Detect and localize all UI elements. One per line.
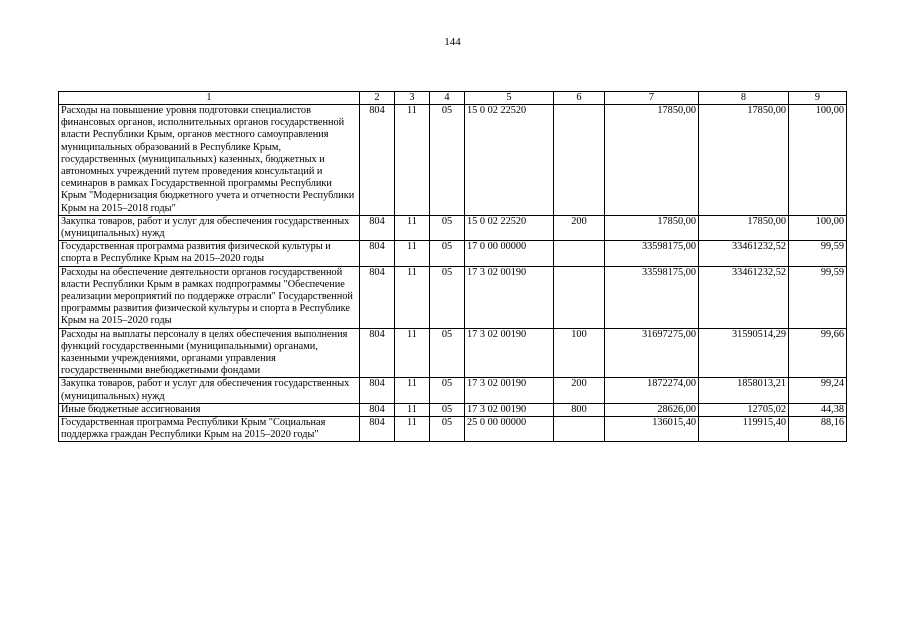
table-row xyxy=(59,105,847,216)
ministry-code: 804 xyxy=(360,266,395,328)
expense-name: Расходы на повышение уровня подготовки специалистов финансовых органов, исполнительных органов государственной власти Республики Крым, органов местного самоуправления муниципальных образований в Республике Крым, государственных (муниципальных) казенных, бюджетных и автономных учреждений путем проведения консультаций и семинаров в рамках Государственной программы Республики Крым "Модернизация бюджетного учета и отчетности Республики Крым на 2015–2018 годы" xyxy=(59,105,360,216)
table-row xyxy=(59,241,847,266)
section-code: 11 xyxy=(395,215,430,240)
target-article-code: 17 3 02 00190 xyxy=(465,266,554,328)
target-article-code: 25 0 00 00000 xyxy=(465,417,554,442)
section-code: 11 xyxy=(395,266,430,328)
expense-name: Расходы на обеспечение деятельности органов государственной власти Республики Крым в рамках подпрограммы "Обеспечение реализации мероприятий по поддержке отрасли" Государственной программы развития физической культуры и спорта в Республике Крым на 2015–2020 годы xyxy=(59,266,360,328)
execution-percent: 44,38 xyxy=(789,403,847,416)
subsection-code: 05 xyxy=(430,403,465,416)
executed-amount: 31590514,29 xyxy=(699,328,789,378)
executed-amount: 33461232,52 xyxy=(699,241,789,266)
budget-table xyxy=(58,91,847,442)
execution-percent: 99,59 xyxy=(789,266,847,328)
table-row xyxy=(59,417,847,442)
subsection-code: 05 xyxy=(430,266,465,328)
target-article-code: 17 0 00 00000 xyxy=(465,241,554,266)
expense-name: Закупка товаров, работ и услуг для обеспечения государственных (муниципальных) нужд xyxy=(59,215,360,240)
section-code: 11 xyxy=(395,105,430,216)
section-code: 11 xyxy=(395,378,430,403)
header-cell-7: 7 xyxy=(605,92,699,105)
planned-amount: 136015,40 xyxy=(605,417,699,442)
expense-name: Государственная программа развития физической культуры и спорта в Республике Крым на 2015–2020 годы xyxy=(59,241,360,266)
executed-amount: 1858013,21 xyxy=(699,378,789,403)
executed-amount: 33461232,52 xyxy=(699,266,789,328)
table-row xyxy=(59,215,847,240)
expense-type-code xyxy=(554,241,605,266)
ministry-code: 804 xyxy=(360,403,395,416)
section-code: 11 xyxy=(395,403,430,416)
execution-percent: 99,59 xyxy=(789,241,847,266)
target-article-code: 17 3 02 00190 xyxy=(465,328,554,378)
target-article-code: 15 0 02 22520 xyxy=(465,105,554,216)
ministry-code: 804 xyxy=(360,328,395,378)
executed-amount: 119915,40 xyxy=(699,417,789,442)
ministry-code: 804 xyxy=(360,417,395,442)
header-cell-3: 3 xyxy=(395,92,430,105)
target-article-code: 17 3 02 00190 xyxy=(465,403,554,416)
expense-type-code xyxy=(554,417,605,442)
planned-amount: 1872274,00 xyxy=(605,378,699,403)
expense-type-code: 800 xyxy=(554,403,605,416)
subsection-code: 05 xyxy=(430,378,465,403)
expense-name: Государственная программа Республики Крым "Социальная поддержка граждан Республики Крым на 2015–2020 годы" xyxy=(59,417,360,442)
executed-amount: 12705,02 xyxy=(699,403,789,416)
planned-amount: 17850,00 xyxy=(605,215,699,240)
ministry-code: 804 xyxy=(360,105,395,216)
execution-percent: 100,00 xyxy=(789,105,847,216)
section-code: 11 xyxy=(395,328,430,378)
subsection-code: 05 xyxy=(430,417,465,442)
header-row xyxy=(59,92,847,105)
subsection-code: 05 xyxy=(430,105,465,216)
expense-type-code xyxy=(554,266,605,328)
expense-type-code: 100 xyxy=(554,328,605,378)
expense-type-code: 200 xyxy=(554,215,605,240)
planned-amount: 31697275,00 xyxy=(605,328,699,378)
ministry-code: 804 xyxy=(360,241,395,266)
expense-name: Закупка товаров, работ и услуг для обеспечения государственных (муниципальных) нужд xyxy=(59,378,360,403)
expense-type-code xyxy=(554,105,605,216)
ministry-code: 804 xyxy=(360,215,395,240)
planned-amount: 28626,00 xyxy=(605,403,699,416)
execution-percent: 99,66 xyxy=(789,328,847,378)
planned-amount: 33598175,00 xyxy=(605,266,699,328)
header-cell-6: 6 xyxy=(554,92,605,105)
section-code: 11 xyxy=(395,241,430,266)
execution-percent: 99,24 xyxy=(789,378,847,403)
expense-name: Расходы на выплаты персоналу в целях обеспечения выполнения функций государственными (муниципальными) органами, казенными учреждениями, органами управления государственными внебюджетными фондами xyxy=(59,328,360,378)
subsection-code: 05 xyxy=(430,328,465,378)
planned-amount: 17850,00 xyxy=(605,105,699,216)
table-row xyxy=(59,328,847,378)
header-cell-4: 4 xyxy=(430,92,465,105)
target-article-code: 17 3 02 00190 xyxy=(465,378,554,403)
subsection-code: 05 xyxy=(430,215,465,240)
expense-type-code: 200 xyxy=(554,378,605,403)
header-cell-8: 8 xyxy=(699,92,789,105)
header-cell-2: 2 xyxy=(360,92,395,105)
target-article-code: 15 0 02 22520 xyxy=(465,215,554,240)
table-row xyxy=(59,403,847,416)
header-cell-1: 1 xyxy=(59,92,360,105)
section-code: 11 xyxy=(395,417,430,442)
page-number: 144 xyxy=(444,36,461,48)
header-cell-9: 9 xyxy=(789,92,847,105)
header-cell-5: 5 xyxy=(465,92,554,105)
executed-amount: 17850,00 xyxy=(699,215,789,240)
table-row xyxy=(59,266,847,328)
execution-percent: 100,00 xyxy=(789,215,847,240)
table-row xyxy=(59,378,847,403)
planned-amount: 33598175,00 xyxy=(605,241,699,266)
executed-amount: 17850,00 xyxy=(699,105,789,216)
execution-percent: 88,16 xyxy=(789,417,847,442)
subsection-code: 05 xyxy=(430,241,465,266)
expense-name: Иные бюджетные ассигнования xyxy=(59,403,360,416)
ministry-code: 804 xyxy=(360,378,395,403)
